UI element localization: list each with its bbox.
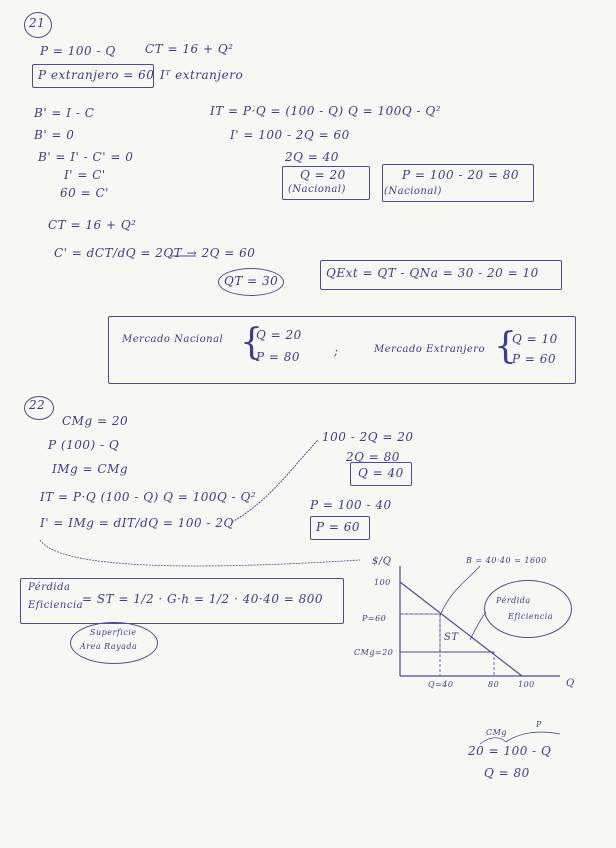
img-eq-cmg: IMg = CMg: [52, 462, 129, 476]
loss-label-1: Pérdida: [28, 582, 71, 593]
exercise-number: 21: [29, 16, 46, 30]
two-q: 2Q = 40: [285, 150, 339, 164]
bottom-cmg: CMg: [486, 728, 507, 737]
p-national: P = 100 - 20 = 80: [402, 168, 520, 182]
marginal-eq: B' = I' - C' = 0: [38, 150, 134, 164]
marginal-revenue: I' = 100 - 2Q = 60: [230, 128, 350, 142]
demand-line: [400, 582, 522, 676]
solve-step-1: 100 - 2Q = 20: [322, 430, 414, 444]
loss-label-2: Eficiencia: [28, 600, 84, 611]
demand-eq-22: P (100) - Q: [48, 438, 120, 452]
cost-again: CT = 16 + Q²: [48, 218, 137, 232]
graph-x100: 100: [518, 680, 535, 689]
p-line: P = 100 - 40: [310, 498, 392, 512]
summary-national-brace: {: [240, 322, 264, 363]
cost-equation: CT = 16 + Q²: [145, 42, 234, 56]
profit-eq: B' = I - C: [34, 106, 95, 120]
revenue-eq: IT = P·Q = (100 - Q) Q = 100Q - Q²: [210, 104, 442, 118]
graph-loss-bubble-2: Eficiencia: [508, 612, 554, 621]
summary-national-label: Mercado Nacional: [122, 334, 224, 345]
link-curve: [40, 540, 360, 566]
solve-step-2: 2Q = 80: [346, 450, 400, 464]
area-oval-line-1: Superficie: [90, 628, 137, 637]
graph-x80: 80: [488, 680, 500, 689]
summary-foreign-label: Mercado Extranjero: [374, 344, 486, 355]
graph-y100: 100: [374, 578, 391, 587]
foreign-note: Iᵀ extranjero: [160, 68, 244, 82]
summary-separator: ;: [334, 344, 339, 358]
graph-y20: CMg=20: [354, 648, 394, 657]
profit-zero: B' = 0: [34, 128, 75, 142]
bottom-curve: [480, 738, 506, 744]
qt-value: QT = 30: [224, 274, 279, 288]
graph-loss-bubble-1: Pérdida: [496, 596, 531, 605]
marginal-cost: C' = dCT/dQ = 2QT → 2Q = 60: [54, 246, 256, 260]
graph-y-axis-label: $/Q: [372, 556, 392, 567]
cmg-value: CMg = 20: [62, 414, 129, 428]
summary-foreign-brace: {: [494, 326, 518, 367]
graph-area-note: B = 40·40 = 1600: [466, 556, 547, 565]
q-national: Q = 20: [300, 168, 346, 182]
graph-y60: P=60: [362, 614, 387, 623]
summary-foreign-q: Q = 10: [512, 332, 558, 346]
p-national-label: (Nacional): [384, 186, 442, 197]
p60: P = 60: [316, 520, 361, 534]
graph-triangle-label: ST: [444, 632, 459, 643]
graph-x40: Q=40: [428, 680, 454, 689]
link-curve: [232, 440, 318, 522]
bottom-p: P: [536, 720, 542, 729]
foreign-price: P extranjero = 60: [38, 68, 155, 82]
revenue-eq-22: IT = P·Q (100 - Q) Q = 100Q - Q²: [40, 490, 257, 504]
marginal-rev-22: I' = IMg = dIT/dQ = 100 - 2Q: [40, 516, 234, 530]
summary-national-q: Q = 20: [256, 328, 302, 342]
sixty-eq-c: 60 = C': [60, 186, 109, 200]
demand-equation: P = 100 - Q: [40, 44, 116, 58]
bottom-q: Q = 80: [484, 766, 530, 780]
q40: Q = 40: [358, 466, 404, 480]
q-ext: QExt = QT - QNa = 30 - 20 = 10: [326, 266, 539, 280]
note-arrow: [440, 566, 480, 616]
q-national-label: (Nacional): [288, 184, 346, 195]
summary-national-p: P = 80: [256, 350, 301, 364]
i-eq-c: I' = C': [64, 168, 106, 182]
loss-formula: = ST = 1/2 · G·h = 1/2 · 40·40 = 800: [82, 592, 324, 606]
area-oval-line-2: Área Rayada: [80, 642, 138, 651]
graph-x-axis-label: Q: [566, 678, 575, 689]
exercise-number: 22: [29, 398, 46, 412]
summary-foreign-p: P = 60: [512, 352, 557, 366]
bubble-arrow: [470, 612, 486, 640]
bottom-curve: [506, 732, 560, 742]
bottom-eq: 20 = 100 - Q: [468, 744, 552, 758]
hatched-area: [400, 614, 440, 652]
